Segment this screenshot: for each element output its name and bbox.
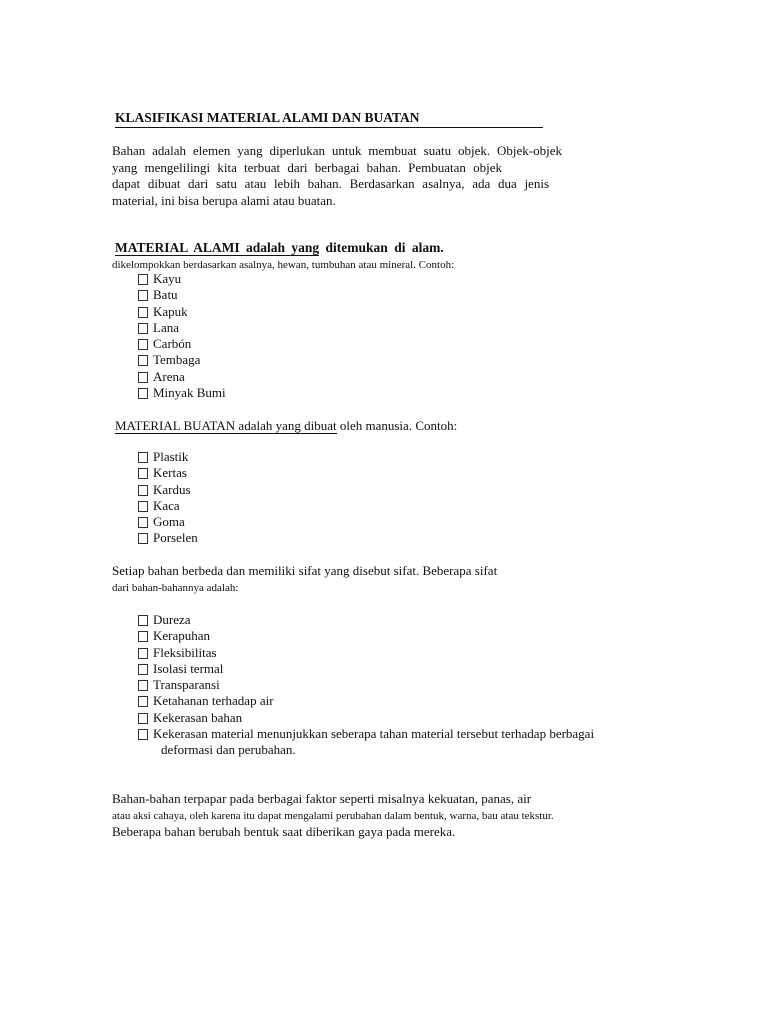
artificial-heading-underlined: MATERIAL BUATAN adalah yang dibuat bbox=[115, 418, 337, 433]
list-item: Kaca bbox=[138, 498, 198, 514]
intro-line: material, ini bisa berupa alami atau buatan. bbox=[112, 192, 336, 208]
list-item: Fleksibilitas bbox=[138, 645, 631, 661]
checkbox-bullet-icon bbox=[138, 355, 148, 366]
closing-line: Beberapa bahan berubah bentuk saat diberikan gaya pada mereka. bbox=[112, 824, 456, 839]
natural-material-heading bbox=[115, 239, 460, 256]
closing-paragraph bbox=[112, 791, 652, 841]
list-item: Kayu bbox=[138, 271, 226, 287]
natural-heading-rest: ditemukan di alam. bbox=[319, 240, 444, 255]
list-item: Carbón bbox=[138, 336, 226, 352]
checkbox-bullet-icon bbox=[138, 615, 148, 626]
checkbox-bullet-icon bbox=[138, 729, 148, 740]
checkbox-bullet-icon bbox=[138, 485, 148, 496]
intro-line: dapat dibuat dari satu atau lebih bahan. Berdasarkan asalnya, ada dua jenis bbox=[112, 176, 549, 191]
intro-paragraph bbox=[112, 143, 562, 209]
checkbox-bullet-icon bbox=[138, 307, 148, 318]
natural-subtitle: dikelompokkan berdasarkan asalnya, hewan, tumbuhan atau mineral. Contoh: bbox=[112, 259, 455, 271]
checkbox-bullet-icon bbox=[138, 680, 148, 691]
checkbox-bullet-icon bbox=[138, 533, 148, 544]
checkbox-bullet-icon bbox=[138, 388, 148, 399]
properties-intro-line: Setiap bahan berbeda dan memiliki sifat yang disebut sifat. Beberapa sifat bbox=[112, 563, 498, 578]
checkbox-bullet-icon bbox=[138, 648, 148, 659]
list-item: Tembaga bbox=[138, 352, 226, 368]
artificial-materials-list bbox=[138, 449, 198, 547]
checkbox-bullet-icon bbox=[138, 664, 148, 675]
list-item: Transparansi bbox=[138, 677, 631, 693]
list-item: Ketahanan terhadap air bbox=[138, 693, 631, 709]
artificial-material-heading bbox=[115, 417, 457, 434]
list-item: Kertas bbox=[138, 465, 198, 481]
list-item: Dureza bbox=[138, 612, 631, 628]
list-item: Minyak Bumi bbox=[138, 385, 226, 401]
list-item: Kekerasan material menunjukkan seberapa tahan material tersebut terhadap berbagai deformasi dan perubahan. bbox=[138, 726, 631, 759]
list-item: Kerapuhan bbox=[138, 628, 631, 644]
intro-line: yang mengelilingi kita terbuat dari berbagai bahan. Pembuatan objek bbox=[112, 159, 502, 175]
checkbox-bullet-icon bbox=[138, 452, 148, 463]
checkbox-bullet-icon bbox=[138, 339, 148, 350]
checkbox-bullet-icon bbox=[138, 631, 148, 642]
list-item: Goma bbox=[138, 514, 198, 530]
list-item: Kekerasan bahan bbox=[138, 710, 631, 726]
checkbox-bullet-icon bbox=[138, 372, 148, 383]
list-item: Kapuk bbox=[138, 304, 226, 320]
checkbox-bullet-icon bbox=[138, 517, 148, 528]
list-item: Batu bbox=[138, 287, 226, 303]
checkbox-bullet-icon bbox=[138, 290, 148, 301]
closing-line: Bahan-bahan terpapar pada berbagai faktor seperti misalnya kekuatan, panas, air bbox=[112, 791, 532, 806]
properties-intro-line: dari bahan-bahannya adalah: bbox=[112, 581, 239, 594]
list-item: Kardus bbox=[138, 482, 198, 498]
list-item: Arena bbox=[138, 369, 226, 385]
natural-materials-list bbox=[138, 271, 226, 401]
checkbox-bullet-icon bbox=[138, 713, 148, 724]
natural-heading-underlined: MATERIAL ALAMI adalah yang bbox=[115, 240, 320, 255]
properties-intro bbox=[112, 563, 562, 596]
checkbox-bullet-icon bbox=[138, 274, 148, 285]
artificial-heading-rest: oleh manusia. Contoh: bbox=[336, 418, 458, 433]
checkbox-bullet-icon bbox=[138, 696, 148, 707]
closing-line: atau aksi cahaya, oleh karena itu dapat mengalami perubahan dalam bentuk, warna, bau atau tekstur. bbox=[112, 809, 554, 822]
list-item: Isolasi termal bbox=[138, 661, 631, 677]
properties-list bbox=[138, 612, 631, 759]
checkbox-bullet-icon bbox=[138, 323, 148, 334]
list-item: Plastik bbox=[138, 449, 198, 465]
list-item: Porselen bbox=[138, 530, 198, 546]
checkbox-bullet-icon bbox=[138, 468, 148, 479]
checkbox-bullet-icon bbox=[138, 501, 148, 512]
document-title: KLASIFIKASI MATERIAL ALAMI DAN BUATAN bbox=[115, 109, 543, 128]
intro-line: Bahan adalah elemen yang diperlukan untuk membuat suatu objek. Objek-objek bbox=[112, 143, 562, 158]
list-item: Lana bbox=[138, 320, 226, 336]
